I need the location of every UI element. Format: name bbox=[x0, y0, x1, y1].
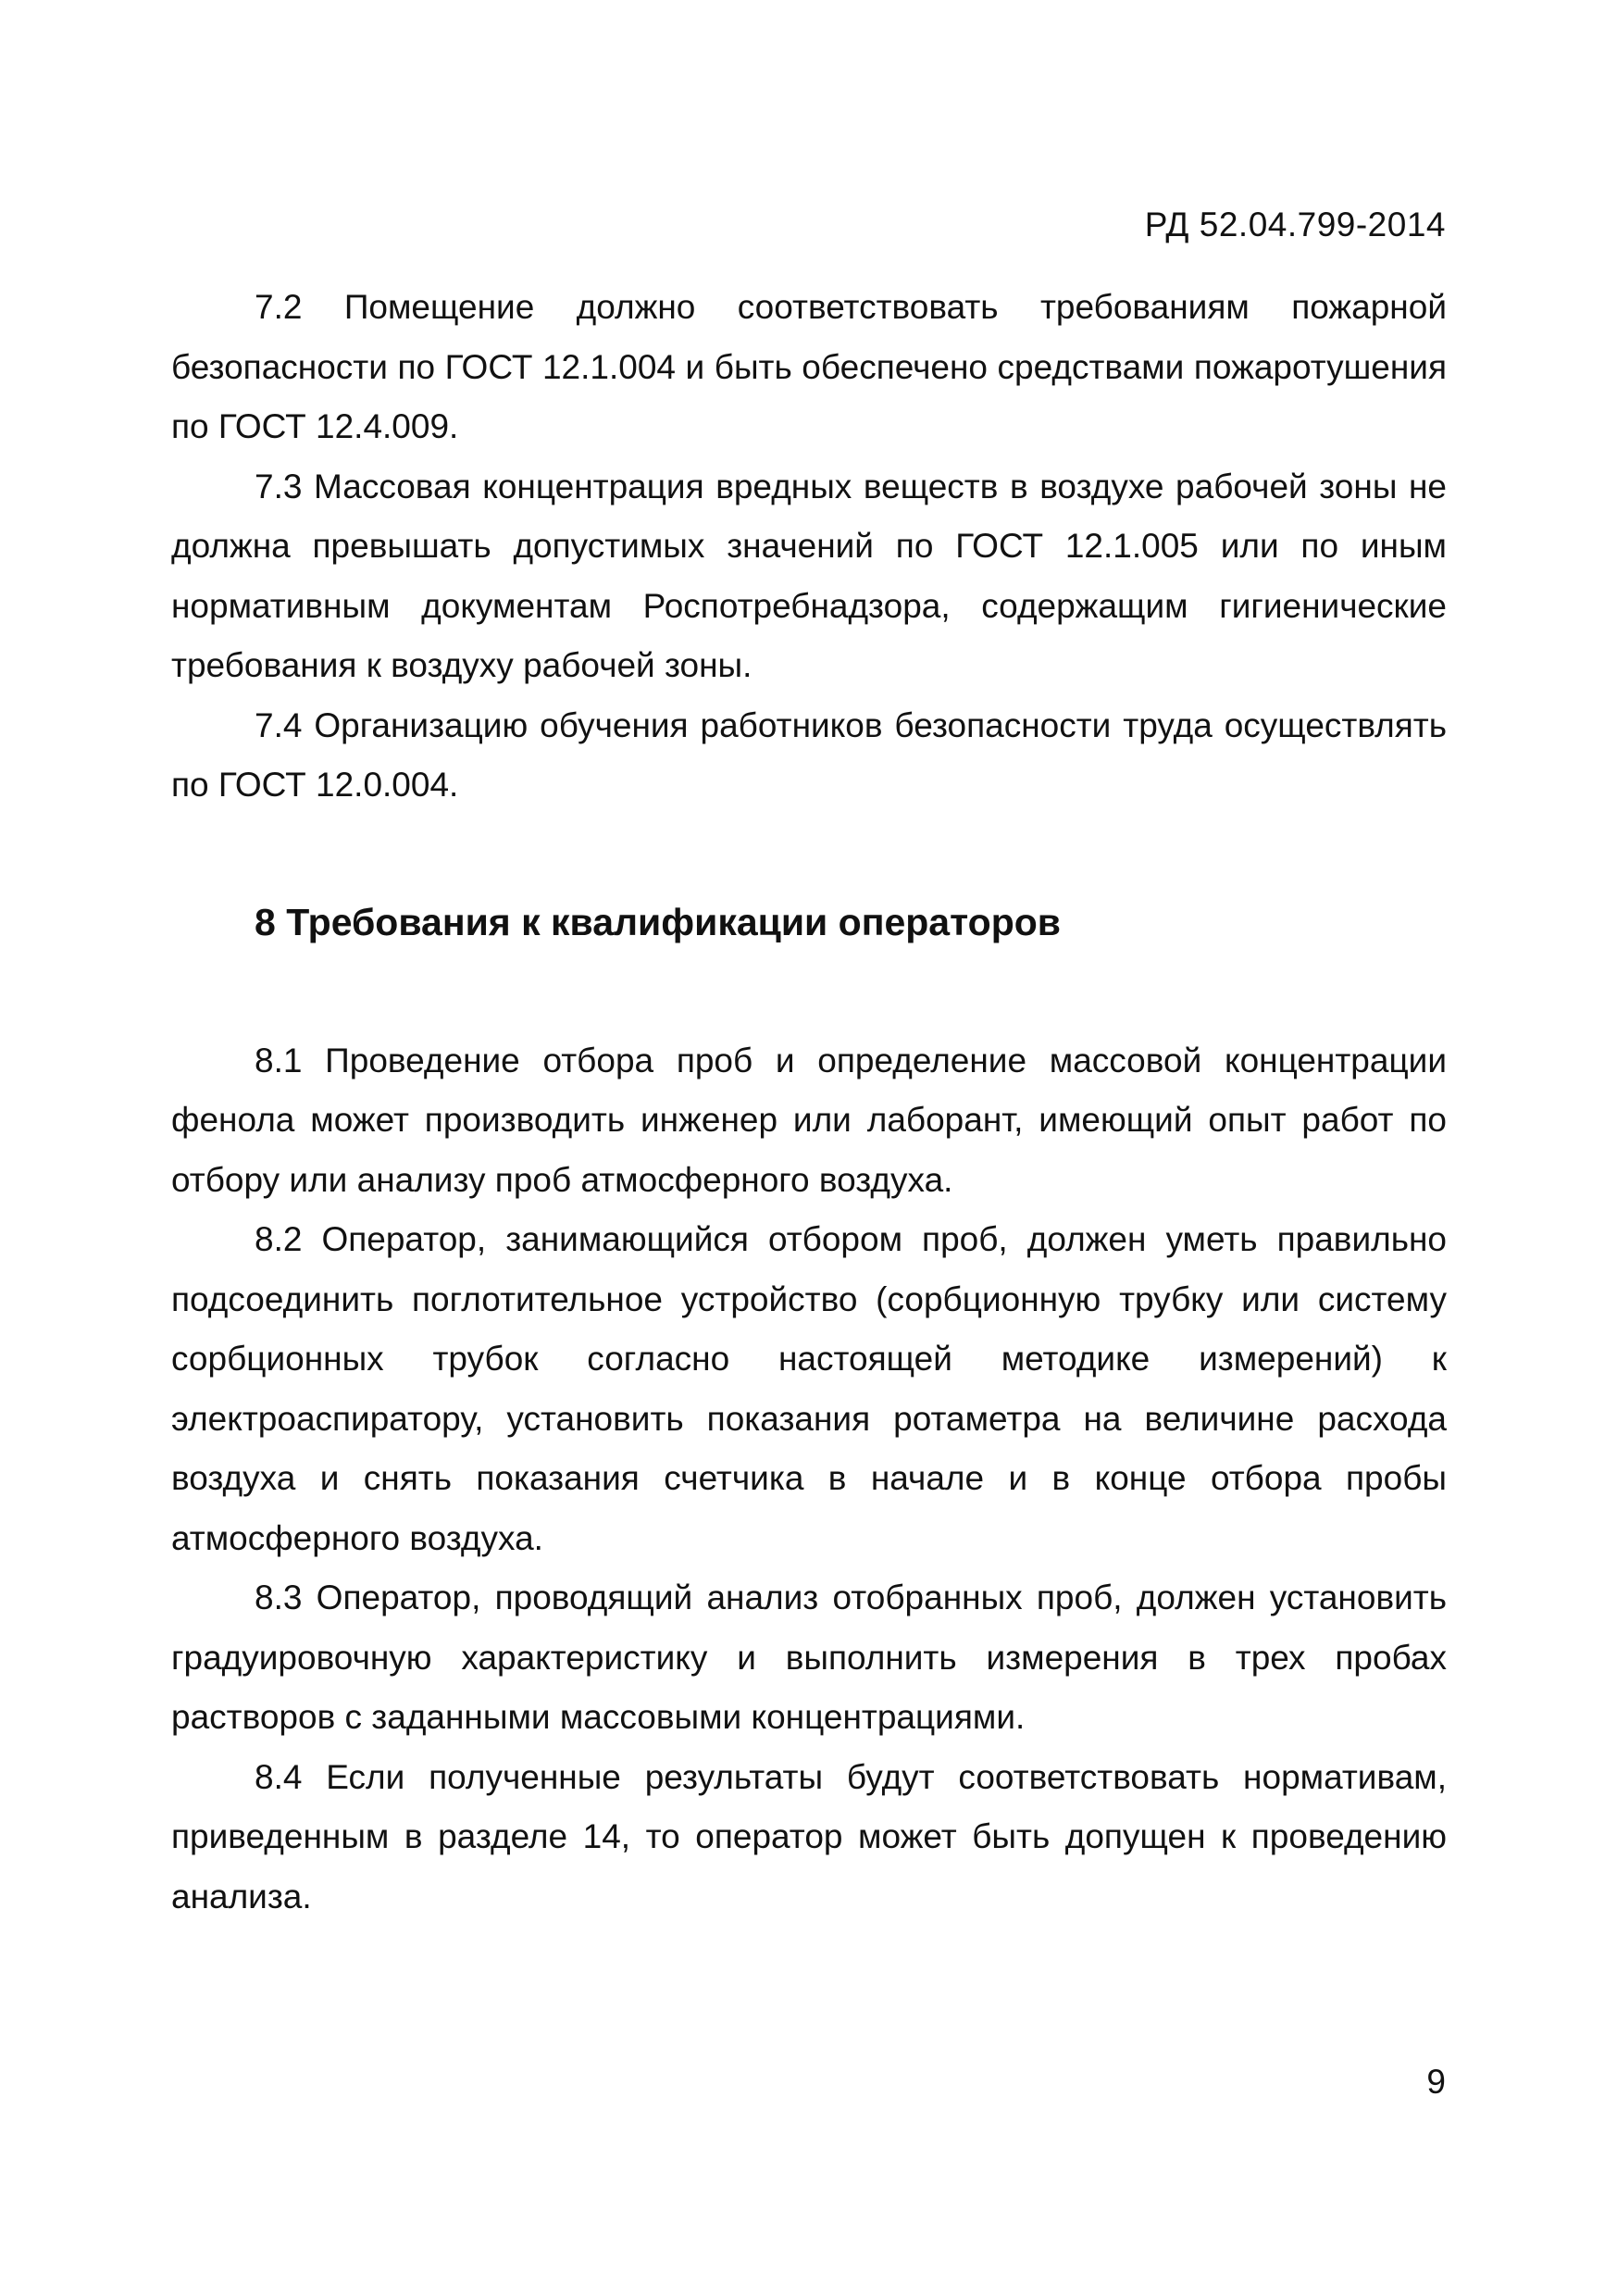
page-number: 9 bbox=[1426, 2063, 1446, 2101]
section-heading: 8 Требования к квалификации операторов bbox=[255, 900, 1061, 943]
paragraph-8-2: 8.2 Оператор, занимающийся отбором проб, должен уметь правильно подсоединить поглотительное устройство (сорбционную трубку или систему сорбционных трубок согласно настоящей методике измерений) к электроаспиратору, установить показания ротаметра на величине расхода воздуха и снять показания счетчика в начале и в конце отбора пробы атмосферного воздуха. bbox=[171, 1220, 1447, 1557]
document-code: РД 52.04.799-2014 bbox=[1144, 206, 1446, 243]
page-content bbox=[171, 278, 1447, 1927]
paragraph-7-4: 7.4 Организацию обучения работников безопасности труда осуществлять по ГОСТ 12.0.004. bbox=[171, 705, 1447, 804]
paragraph-8-3: 8.3 Оператор, проводящий анализ отобранных проб, должен установить градуировочную характеристику и выполнить измерения в трех пробах растворов с заданными массовыми концентрациями. bbox=[171, 1578, 1447, 1736]
paragraph-7-2: 7.2 Помещение должно соответствовать требованиям пожарной безопасности по ГОСТ 12.1.004 и быть обеспечено средствами пожаротушения по ГОСТ 12.4.009. bbox=[171, 288, 1447, 445]
paragraph-8-1: 8.1 Проведение отбора проб и определение массовой концентрации фенола может производить инженер или лаборант, имеющий опыт работ по отбору или анализу проб атмосферного воздуха. bbox=[171, 1041, 1447, 1199]
paragraph-8-4: 8.4 Если полученные результаты будут соответствовать нормативам, приведенным в разделе 14, то оператор может быть допущен к проведению анализа. bbox=[171, 1757, 1447, 1915]
paragraph-7-3: 7.3 Массовая концентрация вредных веществ в воздухе рабочей зоны не должна превышать допустимых значений по ГОСТ 12.1.005 или по иным нормативным документам Роспотребнадзора, содержащим гигиенические требования к воздуху рабочей зоны. bbox=[171, 467, 1447, 684]
